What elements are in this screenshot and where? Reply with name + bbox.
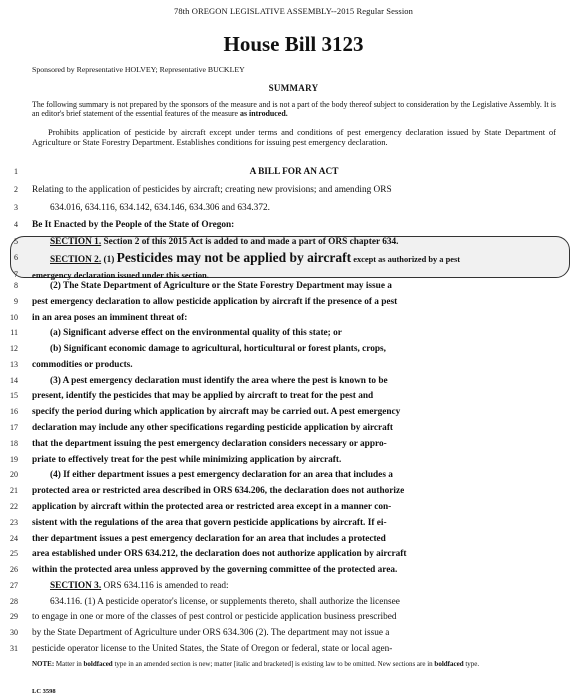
bill-line-23: sistent with the regulations of the area that govern pesticide applications by aircraft. If ei-: [32, 517, 387, 528]
bill-line-19: priate to effectively treat for the pest while minimizing application by aircraft.: [32, 454, 342, 465]
section-2-label: SECTION 2.: [50, 255, 102, 265]
line-number: 26: [10, 565, 18, 575]
summary-editor-note: [32, 100, 556, 118]
bill-line-29: to engage in one or more of the classes of pest control or pesticide application business prescribed: [32, 612, 397, 623]
line-number: 17: [10, 423, 18, 433]
summary-note-text: The following summary is not prepared by the sponsors of the measure and is not a part of the body thereof subject to consideration by the Legislative Assembly. It is an editor's brief statement of the essential features of the measure: [32, 100, 556, 118]
line-number: 1: [14, 167, 18, 176]
line-number: 4: [14, 220, 18, 229]
line-number: 7: [14, 270, 18, 279]
line-number: 20: [10, 470, 18, 480]
footnote-bold-2: boldfaced: [434, 660, 464, 668]
bill-line-13: commodities or products.: [32, 359, 133, 370]
section-1-label: SECTION 1.: [50, 237, 102, 247]
section-2-emphasis: Pesticides may not be applied by aircraft: [116, 250, 352, 265]
line-number: 21: [10, 486, 18, 496]
line-number: 14: [10, 375, 18, 385]
line-number: 5: [14, 237, 18, 246]
bill-line-22: application by aircraft within the protected area or restricted area except in a manner con-: [32, 501, 392, 512]
bill-line-6: [32, 249, 574, 267]
line-number: 13: [10, 359, 18, 369]
bill-line-17: declaration may include any other specifications regarding pesticide application by aircraft: [32, 423, 394, 434]
line-number: 12: [10, 344, 18, 354]
line-number: 19: [10, 454, 18, 464]
bill-line-31: pesticide operator license to the United States, the State of Oregon or federal, state or local agen-: [32, 644, 393, 654]
line-number: 6: [14, 253, 18, 262]
line-number: 22: [10, 501, 18, 511]
sponsors-line: Sponsored by Representative HOLVEY; Representative BUCKLEY: [32, 65, 245, 74]
line-number: 25: [10, 549, 18, 559]
session-header: 78th OREGON LEGISLATIVE ASSEMBLY--2015 Regular Session: [173, 6, 413, 16]
bill-line-15: present, identify the pesticides that may be applied by aircraft to treat for the pest and: [32, 391, 374, 402]
footnote-bold-1: boldfaced: [83, 660, 113, 668]
line-number: 24: [10, 533, 18, 543]
bill-line-12: (b) Significant economic damage to agricultural, horticultural or forest plants, crops,: [50, 344, 386, 355]
section-3-label: SECTION 3.: [50, 580, 102, 591]
line-number: 11: [10, 328, 18, 338]
line-number: 18: [10, 438, 18, 448]
bill-line-16: specify the period during which application by aircraft may be carried out. A pest emergency: [32, 407, 401, 418]
line-number: 2: [14, 185, 18, 194]
bill-line-3: 634.016, 634.116, 634.142, 634.146, 634.306 and 634.372.: [50, 203, 270, 213]
line-number: 30: [10, 628, 18, 638]
line-number: 28: [10, 596, 18, 606]
bill-line-30: by the State Department of Agriculture under ORS 634.306 (2). The department may not issue a: [32, 628, 390, 639]
summary-heading: SUMMARY: [268, 83, 319, 93]
bill-line-2: Relating to the application of pesticides by aircraft; creating new provisions; and amending ORS: [32, 185, 392, 195]
line-number: 23: [10, 517, 18, 527]
bill-line-21: protected area or restricted area described in ORS 634.206, the declaration does not authorize: [32, 486, 405, 497]
bill-line-11: (a) Significant adverse effect on the environmental quality of this state; or: [50, 328, 342, 339]
bill-line-10: in an area poses an imminent threat of:: [32, 312, 188, 323]
summary-note-bold: as introduced.: [240, 109, 288, 118]
line-number: 27: [10, 580, 18, 590]
bill-line-4: Be It Enacted by the People of the State of Oregon:: [32, 220, 235, 230]
line-number: 3: [14, 203, 18, 212]
bill-line-14: (3) A pest emergency declaration must identify the area where the pest is known to be: [50, 375, 388, 386]
section-2-subsection: (1): [101, 255, 117, 265]
summary-body: Prohibits application of pesticide by aircraft except under terms and conditions of pest emergency declaration issued by State Department of Agriculture or State Forestry Department. Establishes conditions for issuing pest emergency declaration.: [32, 127, 556, 147]
line-number: 9: [14, 296, 18, 306]
bill-line-26: within the protected area unless approved by the governing committee of the protected area.: [32, 565, 398, 576]
bill-line-25: area established under ORS 634.212, the declaration does not authorize application by aircraft: [32, 549, 407, 560]
bill-line-7: emergency declaration issued under this section.: [32, 270, 209, 280]
section-1-text: Section 2 of this 2015 Act is added to and made a part of ORS chapter 634.: [101, 237, 399, 247]
footnote-text-1: Matter in: [54, 660, 84, 668]
line-number: 15: [10, 391, 18, 401]
line-number: 10: [10, 312, 18, 322]
bill-line-18: that the department issuing the pest emergency declaration considers necessary or appro-: [32, 438, 387, 449]
bill-title: House Bill 3123: [223, 32, 364, 56]
footnote-label: NOTE:: [32, 660, 55, 668]
bill-line-28: 634.116. (1) A pesticide operator's license, or supplements thereto, shall authorize the licensee: [50, 596, 400, 607]
bill-line-1: A BILL FOR AN ACT: [249, 167, 339, 177]
footnote: [32, 660, 556, 669]
section-2-text: except as authorized by a pest: [351, 255, 461, 264]
line-number: 8: [14, 281, 18, 290]
section-3-text: ORS 634.116 is amended to read:: [101, 580, 229, 591]
bill-line-24: ther department issues a pest emergency declaration for an area that includes a protected: [32, 533, 386, 544]
line-number: 16: [10, 407, 18, 417]
footnote-text-2: type in an amended section is new; matter [italic and bracketed] is existing law to be omitted. New sections are in: [112, 660, 435, 668]
bill-line-9: pest emergency declaration to allow pesticide application by aircraft if the presence of a pest: [32, 296, 398, 307]
lc-code: LC 3598: [32, 688, 56, 695]
line-number: 29: [10, 612, 18, 622]
line-number: 31: [10, 644, 18, 653]
bill-line-8: (2) The State Department of Agriculture or the State Forestry Department may issue a: [50, 281, 392, 291]
bill-line-20: (4) If either department issues a pest emergency declaration for an area that includes a: [50, 470, 393, 481]
footnote-text-3: type.: [463, 660, 480, 668]
